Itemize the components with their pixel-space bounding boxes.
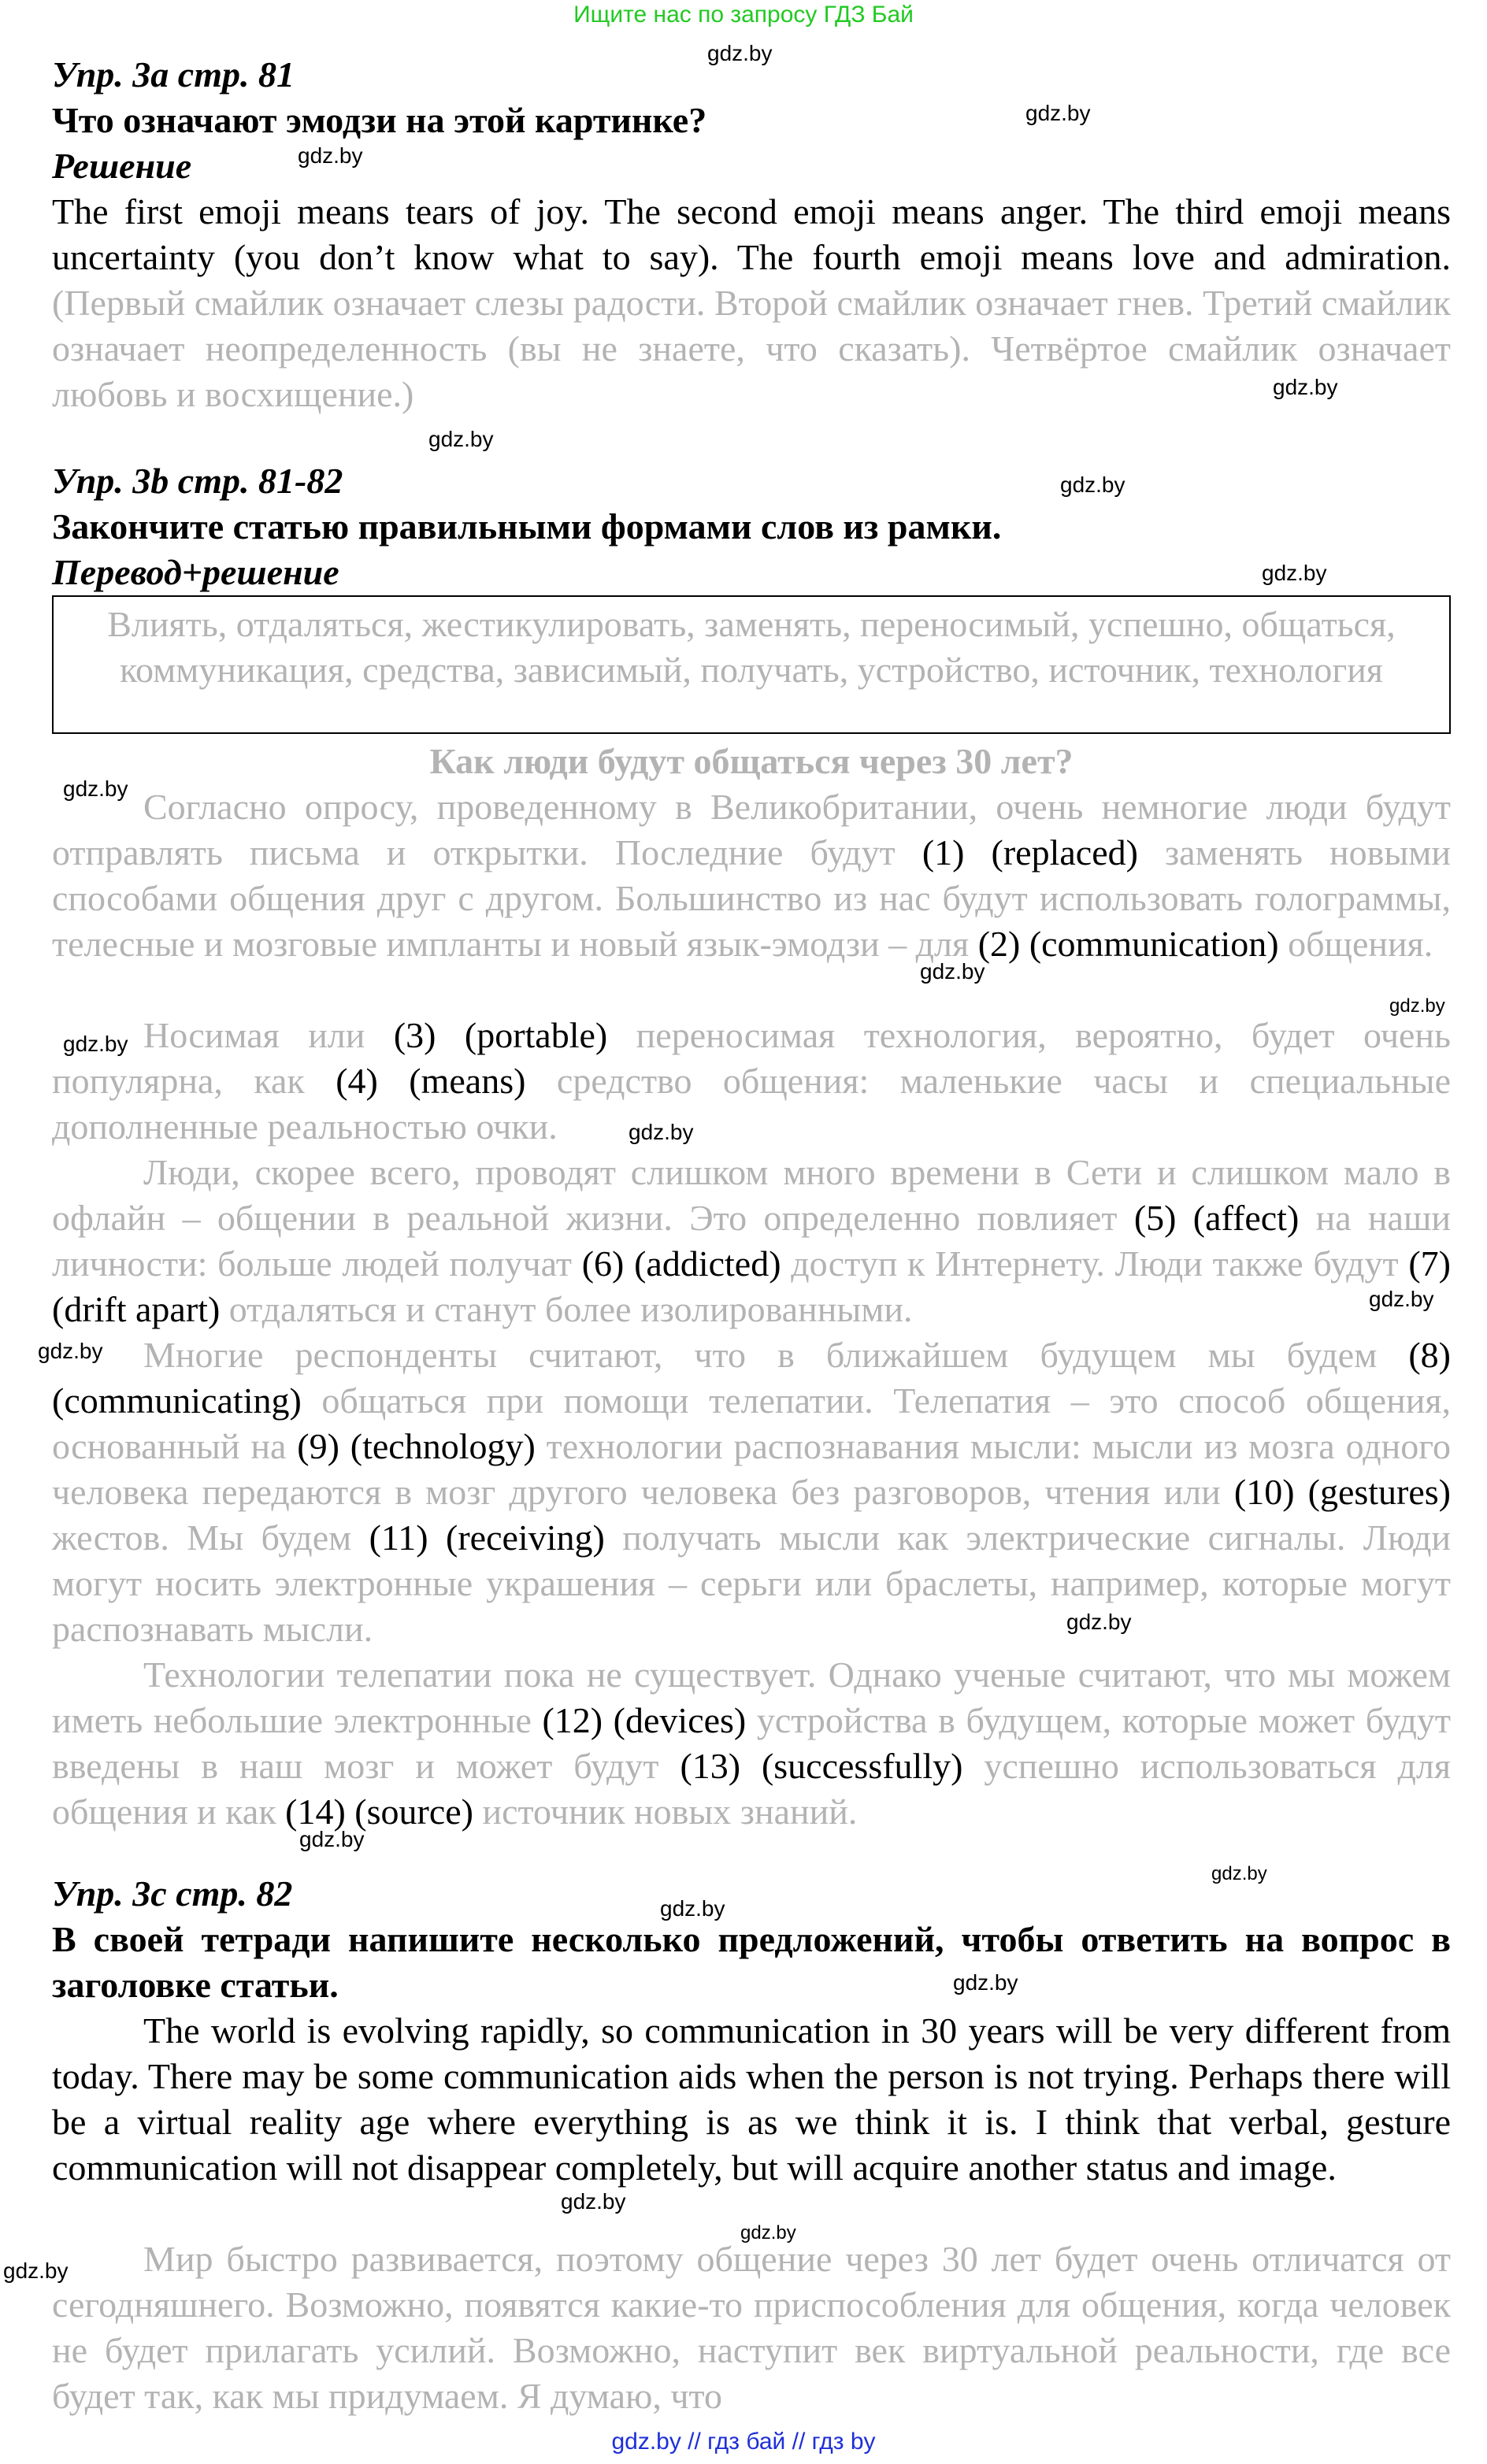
answer-9: (9) (technology): [297, 1426, 536, 1466]
ex3c-answer-en: The world is evolving rapidly, so communication in 30 years will be very different from today. There may be some communication aids when the person is not trying. Perhaps there will be a virtual reality age where everything is as we think it is. I think that verbal, gesture communication will not disappear completely, but will acquire another status and image.: [52, 2010, 1451, 2188]
watermark: gdz.by: [1262, 561, 1327, 585]
ex3c-task: В своей тетради напишите несколько предложений, чтобы ответить на вопрос в заголовке статьи.: [52, 1919, 1451, 2005]
text: общаться при помощи телепатии. Телепатия – это способ общения, основанный на: [52, 1380, 1451, 1466]
answer-11: (11) (receiving): [369, 1517, 605, 1558]
article-title: Как люди будут общаться через 30 лет?: [429, 741, 1074, 781]
text: заменять новыми способами общения друг с другом. Большинство из нас будут использовать голограммы, телесные и мозговые импланты и новый язык-эмодзи – для: [52, 832, 1451, 964]
text: доступ к Интернету. Люди также будут: [781, 1243, 1409, 1284]
ex3a-answer-ru: (Первый смайлик означает слезы радости. Второй смайлик означает гнев. Третий смайлик означает неопределенность (вы не знаете, что сказать). Четвёртое смайлик означает любовь и восхищение.): [52, 283, 1451, 414]
text: общения.: [1278, 924, 1433, 964]
article-paragraph-1: [52, 784, 1451, 967]
watermark: gdz.by: [3, 2258, 69, 2283]
footer-links[interactable]: gdz.by // гдз бай // гдз by: [611, 2429, 876, 2455]
answer-7: (7) (drift apart): [52, 1243, 1451, 1329]
watermark: gdz.by: [920, 959, 985, 984]
top-banner: Ищите нас по запросу ГДЗ Бай: [573, 2, 914, 28]
ex3a-label: Решение: [52, 146, 192, 186]
article-paragraph-3: [52, 1150, 1451, 1332]
text: источник новых знаний.: [473, 1791, 858, 1832]
text: получать мысли как электрические сигналы. Люди могут носить электронные украшения – серьги или браслеты, например, которые могут распознавать мысли.: [52, 1517, 1451, 1649]
text: отдаляться и станут более изолированными.: [220, 1289, 913, 1329]
watermark: gdz.by: [1066, 1610, 1132, 1634]
watermark: gdz.by: [298, 143, 363, 168]
ex3b-title: Упр. 3b стр. 81-82: [52, 461, 343, 501]
watermark: gdz.by: [1060, 472, 1125, 497]
ex3c-answer-ru: Мир быстро развивается, поэтому общение через 30 лет будет очень отличатся от сегодняшнего. Возможно, появятся какие-то приспособления для общения, когда человек не будет прилагать усилий. Возможно, наступит век виртуальной реальности, где все будет так, как мы придумаем. Я думаю, что: [52, 2239, 1451, 2416]
ex3a-title: Упр. 3a стр. 81: [52, 54, 295, 94]
text: Носимая или: [143, 1015, 394, 1055]
watermark: gdz.by: [660, 1896, 725, 1921]
ex3a-answer: [52, 189, 1451, 417]
article-paragraph-2: [52, 1013, 1451, 1150]
answer-12: (12) (devices): [542, 1700, 747, 1740]
answer-8: (8) (communicating): [52, 1335, 1451, 1421]
text: Согласно опросу, проведенному в Великобритании, очень немногие люди будут отправлять письма и открытки. Последние будут: [52, 787, 1451, 873]
answer-2: (2) (communication): [977, 924, 1279, 964]
answer-10: (10) (gestures): [1233, 1472, 1451, 1512]
watermark: gdz.by: [1211, 1863, 1267, 1884]
text: Люди, скорее всего, проводят слишком много времени в Сети и слишком мало в офлайн – общении в реальной жизни. Это определенно повлияет: [52, 1152, 1451, 1238]
watermark: gdz.by: [707, 41, 773, 65]
word-box: Влиять, отдаляться, жестикулировать, заменять, переносимый, успешно, общаться, коммуникация, средства, зависимый, получать, устройство, источник, технология: [52, 595, 1451, 734]
text: Многие респонденты считают, что в ближайшем будущем мы будем: [143, 1335, 1409, 1375]
watermark: gdz.by: [561, 2189, 626, 2214]
answer-3: (3) (portable): [393, 1015, 608, 1055]
watermark: gdz.by: [299, 1827, 365, 1851]
answer-1: (1) (replaced): [921, 832, 1138, 873]
ex3b-task: Закончите статью правильными формами слов из рамки.: [52, 506, 1002, 547]
text: успешно использоваться для общения и как: [52, 1746, 1451, 1832]
watermark: gdz.by: [63, 776, 128, 801]
watermark: gdz.by: [63, 1032, 128, 1056]
answer-6: (6) (addicted): [581, 1243, 781, 1284]
text: на наши личности: больше людей получат: [52, 1198, 1451, 1284]
watermark: gdz.by: [629, 1120, 694, 1144]
ex3a-task: Что означают эмодзи на этой картинке?: [52, 100, 707, 140]
watermark: gdz.by: [1389, 995, 1445, 1017]
text: Технологии телепатии пока не существует. Однако ученые считают, что мы можем иметь небольшие электронные: [52, 1654, 1451, 1740]
watermark: gdz.by: [38, 1339, 103, 1363]
answer-5: (5) (affect): [1133, 1198, 1300, 1238]
answer-4: (4) (means): [336, 1061, 526, 1101]
watermark: gdz.by: [1025, 101, 1091, 125]
text: средство общения: маленькие часы и специальные дополненные реальностью очки.: [52, 1061, 1452, 1147]
text: жестов. Мы будем: [52, 1517, 369, 1558]
ex3b-label: Перевод+решение: [52, 552, 339, 592]
article-paragraph-5: [52, 1652, 1451, 1835]
text: переносимая технология, вероятно, будет очень популярна, как: [52, 1015, 1451, 1101]
watermark: gdz.by: [1273, 375, 1338, 399]
text: технологии распознавания мысли: мысли из мозга одного человека передаются в мозг другого человека без разговоров, чтения или: [52, 1426, 1451, 1512]
watermark: gdz.by: [1369, 1287, 1434, 1311]
ex3a-answer-en: The first emoji means tears of joy. The second emoji means anger. The third emoji means uncertainty (you don’t know what to say). The fourth emoji means love and admiration.: [52, 191, 1451, 277]
text: устройства в будущем, которые может будут введены в наш мозг и может будут: [52, 1700, 1451, 1786]
watermark: gdz.by: [740, 2222, 796, 2244]
ex3c-title: Упр. 3c стр. 82: [52, 1873, 293, 1914]
answer-14: (14) (source): [285, 1791, 473, 1832]
answer-13: (13) (successfully): [680, 1746, 963, 1786]
watermark: gdz.by: [953, 1970, 1018, 1995]
watermark: gdz.by: [428, 427, 494, 451]
article-paragraph-4: [52, 1332, 1451, 1652]
